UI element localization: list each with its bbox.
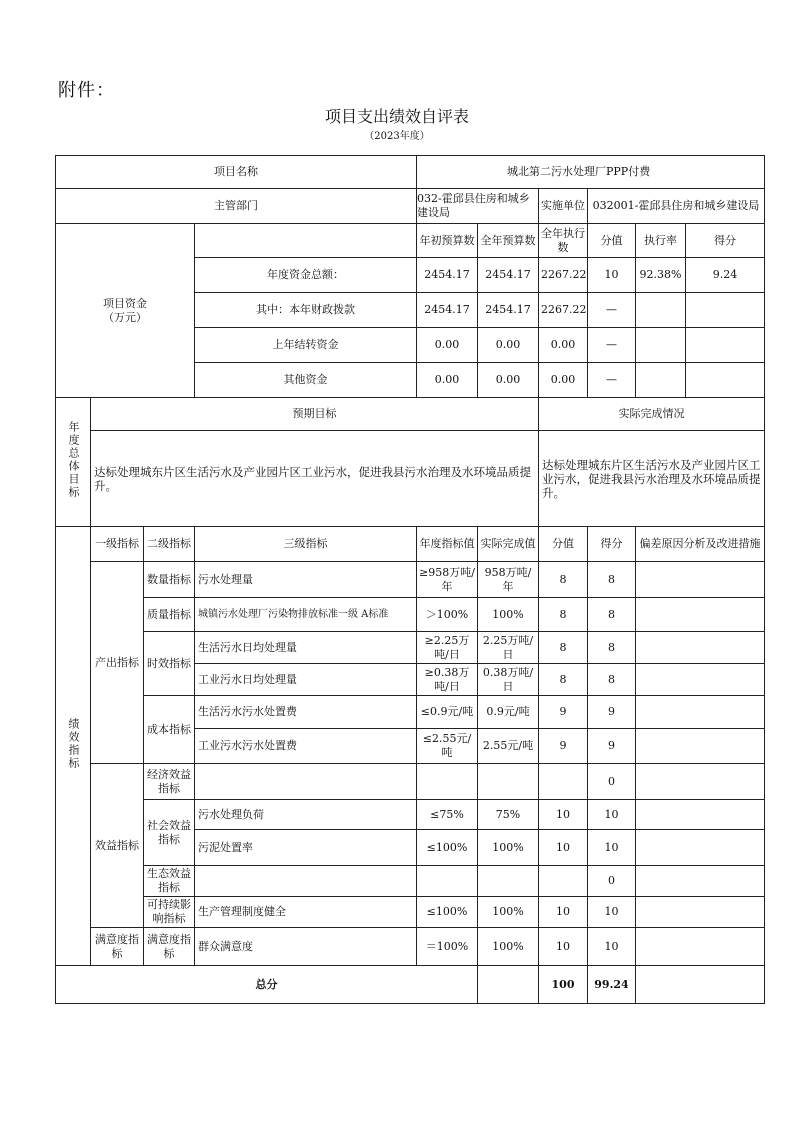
funds-annual: 2454.17 <box>478 258 539 293</box>
indicator-target: ＝100% <box>417 928 478 966</box>
header-actual: 实际完成值 <box>478 527 539 562</box>
indicator-actual: 100% <box>478 598 539 632</box>
indicator-name: 生产管理制度健全 <box>195 897 417 928</box>
funds-score-value: — <box>588 328 636 363</box>
header-level3: 三级指标 <box>195 527 417 562</box>
total-label: 总分 <box>56 966 478 1004</box>
funds-initial: 0.00 <box>417 363 478 398</box>
level2-cost: 成本指标 <box>144 696 195 764</box>
indicator-score: 10 <box>588 928 636 966</box>
funds-row-label: 其中：本年财政拨款 <box>195 293 417 328</box>
funds-header-annual: 全年预算数 <box>478 224 539 258</box>
goals-label-text: 年度总体目标 <box>67 421 80 499</box>
indicator-score: 0 <box>588 764 636 800</box>
funds-rate: 92.38% <box>636 258 686 292</box>
indicator-target <box>417 866 478 897</box>
indicator-target: ≤2.55元/吨 <box>417 729 478 764</box>
indicator-target: ≤0.9元/吨 <box>417 696 478 729</box>
total-value: 100 <box>539 966 588 1004</box>
indicator-score: 9 <box>588 729 636 764</box>
indicator-note <box>636 598 765 632</box>
indicator-score: 8 <box>588 632 636 664</box>
indicator-name: 污泥处置率 <box>195 830 417 866</box>
indicator-value: 8 <box>539 632 588 664</box>
indicator-note <box>636 800 765 830</box>
indicator-value: 8 <box>539 664 588 696</box>
funds-initial: 0.00 <box>417 328 478 363</box>
funds-score-value: 10 <box>588 258 636 293</box>
indicator-note <box>636 830 765 866</box>
level1-output: 产出指标 <box>91 562 144 764</box>
indicator-actual: 100% <box>478 830 539 866</box>
total-score: 99.24 <box>588 966 636 1004</box>
indicator-value: 9 <box>539 729 588 764</box>
dept-value <box>417 189 539 224</box>
indicator-note <box>636 928 765 966</box>
indicator-target: ≤75% <box>417 800 478 830</box>
funds-annual: 0.00 <box>478 363 539 398</box>
indicator-target: ≥958万吨/年 <box>417 562 478 598</box>
self-evaluation-table <box>55 155 765 1004</box>
level2-quantity: 数量指标 <box>144 562 195 598</box>
indicator-note <box>636 664 765 696</box>
indicator-actual: 0.9元/吨 <box>478 696 539 729</box>
indicator-note <box>636 866 765 897</box>
indicator-name: 城镇污水处理厂污染物排放标准一级 A标准 <box>195 598 417 632</box>
indicator-name: 污水处理量 <box>195 562 417 598</box>
funds-score-value: — <box>588 363 636 398</box>
indicator-target: ≥2.25万吨/日 <box>417 632 478 664</box>
indicator-note <box>636 764 765 800</box>
funds-executed: 2267.22 <box>539 258 588 293</box>
funds-header-score: 得分 <box>714 233 737 247</box>
header-note: 偏差原因分析及改进措施 <box>636 527 765 562</box>
indicator-target: ＞100% <box>417 598 478 632</box>
funds-rate-score <box>636 328 765 363</box>
indicator-actual: 0.38万吨/日 <box>478 664 539 696</box>
header-score: 得分 <box>588 527 636 562</box>
level1-effect: 效益指标 <box>91 764 144 928</box>
level2-satisfaction: 满意度指标 <box>144 928 195 966</box>
expected-header: 预期目标 <box>91 398 539 431</box>
funds-rate <box>636 363 686 397</box>
header-level2: 二级指标 <box>144 527 195 562</box>
level2-sustainable: 可持续影响指标 <box>144 897 195 928</box>
indicators-label <box>56 527 91 966</box>
impl-value: 032001-霍邱县住房和城乡建设局 <box>588 189 765 224</box>
indicator-name: 工业污水日均处理量 <box>195 664 417 696</box>
funds-annual: 0.00 <box>478 328 539 363</box>
indicator-value: 9 <box>539 696 588 729</box>
level2-timeliness: 时效指标 <box>144 632 195 696</box>
project-name: 城北第二污水处理厂PPP付费 <box>417 156 765 189</box>
funds-annual: 2454.17 <box>478 293 539 328</box>
funds-rate-score <box>636 258 765 293</box>
funds-initial: 2454.17 <box>417 293 478 328</box>
header-level1: 一级指标 <box>91 527 144 562</box>
goals-label <box>56 398 91 527</box>
indicator-actual: 100% <box>478 897 539 928</box>
indicator-score: 0 <box>588 866 636 897</box>
funds-row-label: 上年结转资金 <box>195 328 417 363</box>
indicator-score: 10 <box>588 800 636 830</box>
indicator-name: 生活污水日均处理量 <box>195 632 417 664</box>
indicator-value: 10 <box>539 830 588 866</box>
funds-row-label: 年度资金总额： <box>195 258 417 293</box>
page-title: 项目支出绩效自评表 <box>324 107 469 126</box>
funds-rate-score <box>636 363 765 398</box>
indicator-actual: 75% <box>478 800 539 830</box>
indicator-target: ≤100% <box>417 830 478 866</box>
funds-rate-score <box>636 293 765 328</box>
indicator-note <box>636 632 765 664</box>
funds-rate <box>636 293 686 327</box>
funds-label: 项目资金 （万元） <box>56 224 195 398</box>
total-note <box>636 966 765 1004</box>
funds-header-rate: 执行率 <box>636 224 686 257</box>
funds-score-value: — <box>588 293 636 328</box>
expected-goal: 达标处理城东片区生活污水及产业园片区工业污水，促进我县污水治理及水环境品质提升。 <box>91 431 539 527</box>
indicator-target: ≤100% <box>417 897 478 928</box>
funds-score <box>686 328 764 362</box>
dept-label: 主管部门 <box>56 189 417 224</box>
funds-executed: 2267.22 <box>539 293 588 328</box>
funds-row-label: 其他资金 <box>195 363 417 398</box>
indicator-score: 10 <box>588 830 636 866</box>
funds-header-value: 分值 <box>588 224 636 258</box>
indicator-note <box>636 897 765 928</box>
year-label: （2023年度） <box>364 131 430 142</box>
funds-header-executed: 全年执行数 <box>539 224 588 258</box>
indicator-score: 9 <box>588 696 636 729</box>
indicator-actual <box>478 866 539 897</box>
level2-social: 社会效益指标 <box>144 800 195 866</box>
funds-executed: 0.00 <box>539 363 588 398</box>
dept-text: 032-霍邱县住房和城乡建设局 <box>417 192 530 219</box>
indicator-actual: 958万吨/年 <box>478 562 539 598</box>
impl-label: 实施单位 <box>539 189 588 224</box>
funds-score: 9.24 <box>712 268 738 281</box>
indicator-score: 8 <box>588 598 636 632</box>
indicator-actual: 2.55元/吨 <box>478 729 539 764</box>
indicator-value: 10 <box>539 897 588 928</box>
indicator-name <box>195 764 417 800</box>
indicator-value: 8 <box>539 598 588 632</box>
funds-rate <box>636 328 686 362</box>
indicator-name: 工业污水污水处置费 <box>195 729 417 764</box>
indicator-name <box>195 866 417 897</box>
indicators-label-text: 绩效指标 <box>67 718 80 770</box>
actual-header: 实际完成情况 <box>539 398 765 431</box>
indicator-name: 污水处理负荷 <box>195 800 417 830</box>
funds-score <box>686 293 764 327</box>
funds-header-initial: 年初预算数 <box>417 224 478 258</box>
indicator-value: 10 <box>539 800 588 830</box>
funds-header-rate-score <box>636 224 765 258</box>
indicator-actual: 2.25万吨/日 <box>478 632 539 664</box>
level2-economic: 经济效益指标 <box>144 764 195 800</box>
funds-executed: 0.00 <box>539 328 588 363</box>
funds-header-blank <box>195 224 417 258</box>
indicator-name: 群众满意度 <box>195 928 417 966</box>
level1-satisfaction: 满意度指标 <box>91 928 144 966</box>
actual-goal: 达标处理城东片区生活污水及产业园片区工业污水，促进我县污水治理及水环境品质提升。 <box>539 431 765 527</box>
indicator-score: 8 <box>588 562 636 598</box>
indicator-value <box>539 866 588 897</box>
attachment-label: 附件： <box>58 80 115 101</box>
level2-quality: 质量指标 <box>144 598 195 632</box>
indicator-target: ≥0.38万吨/日 <box>417 664 478 696</box>
indicator-score: 8 <box>588 664 636 696</box>
indicator-target <box>417 764 478 800</box>
level2-ecological: 生态效益指标 <box>144 866 195 897</box>
indicator-score: 10 <box>588 897 636 928</box>
indicator-actual <box>478 764 539 800</box>
indicator-name: 生活污水污水处置费 <box>195 696 417 729</box>
funds-score <box>686 363 764 397</box>
header-target: 年度指标值 <box>417 527 478 562</box>
funds-initial: 2454.17 <box>417 258 478 293</box>
indicator-value: 8 <box>539 562 588 598</box>
indicator-value: 10 <box>539 928 588 966</box>
project-name-label: 项目名称 <box>56 156 417 189</box>
indicator-note <box>636 729 765 764</box>
header-value: 分值 <box>539 527 588 562</box>
indicator-actual: 100% <box>478 928 539 966</box>
indicator-note <box>636 696 765 729</box>
indicator-value <box>539 764 588 800</box>
total-blank <box>478 966 539 1004</box>
indicator-note <box>636 562 765 598</box>
